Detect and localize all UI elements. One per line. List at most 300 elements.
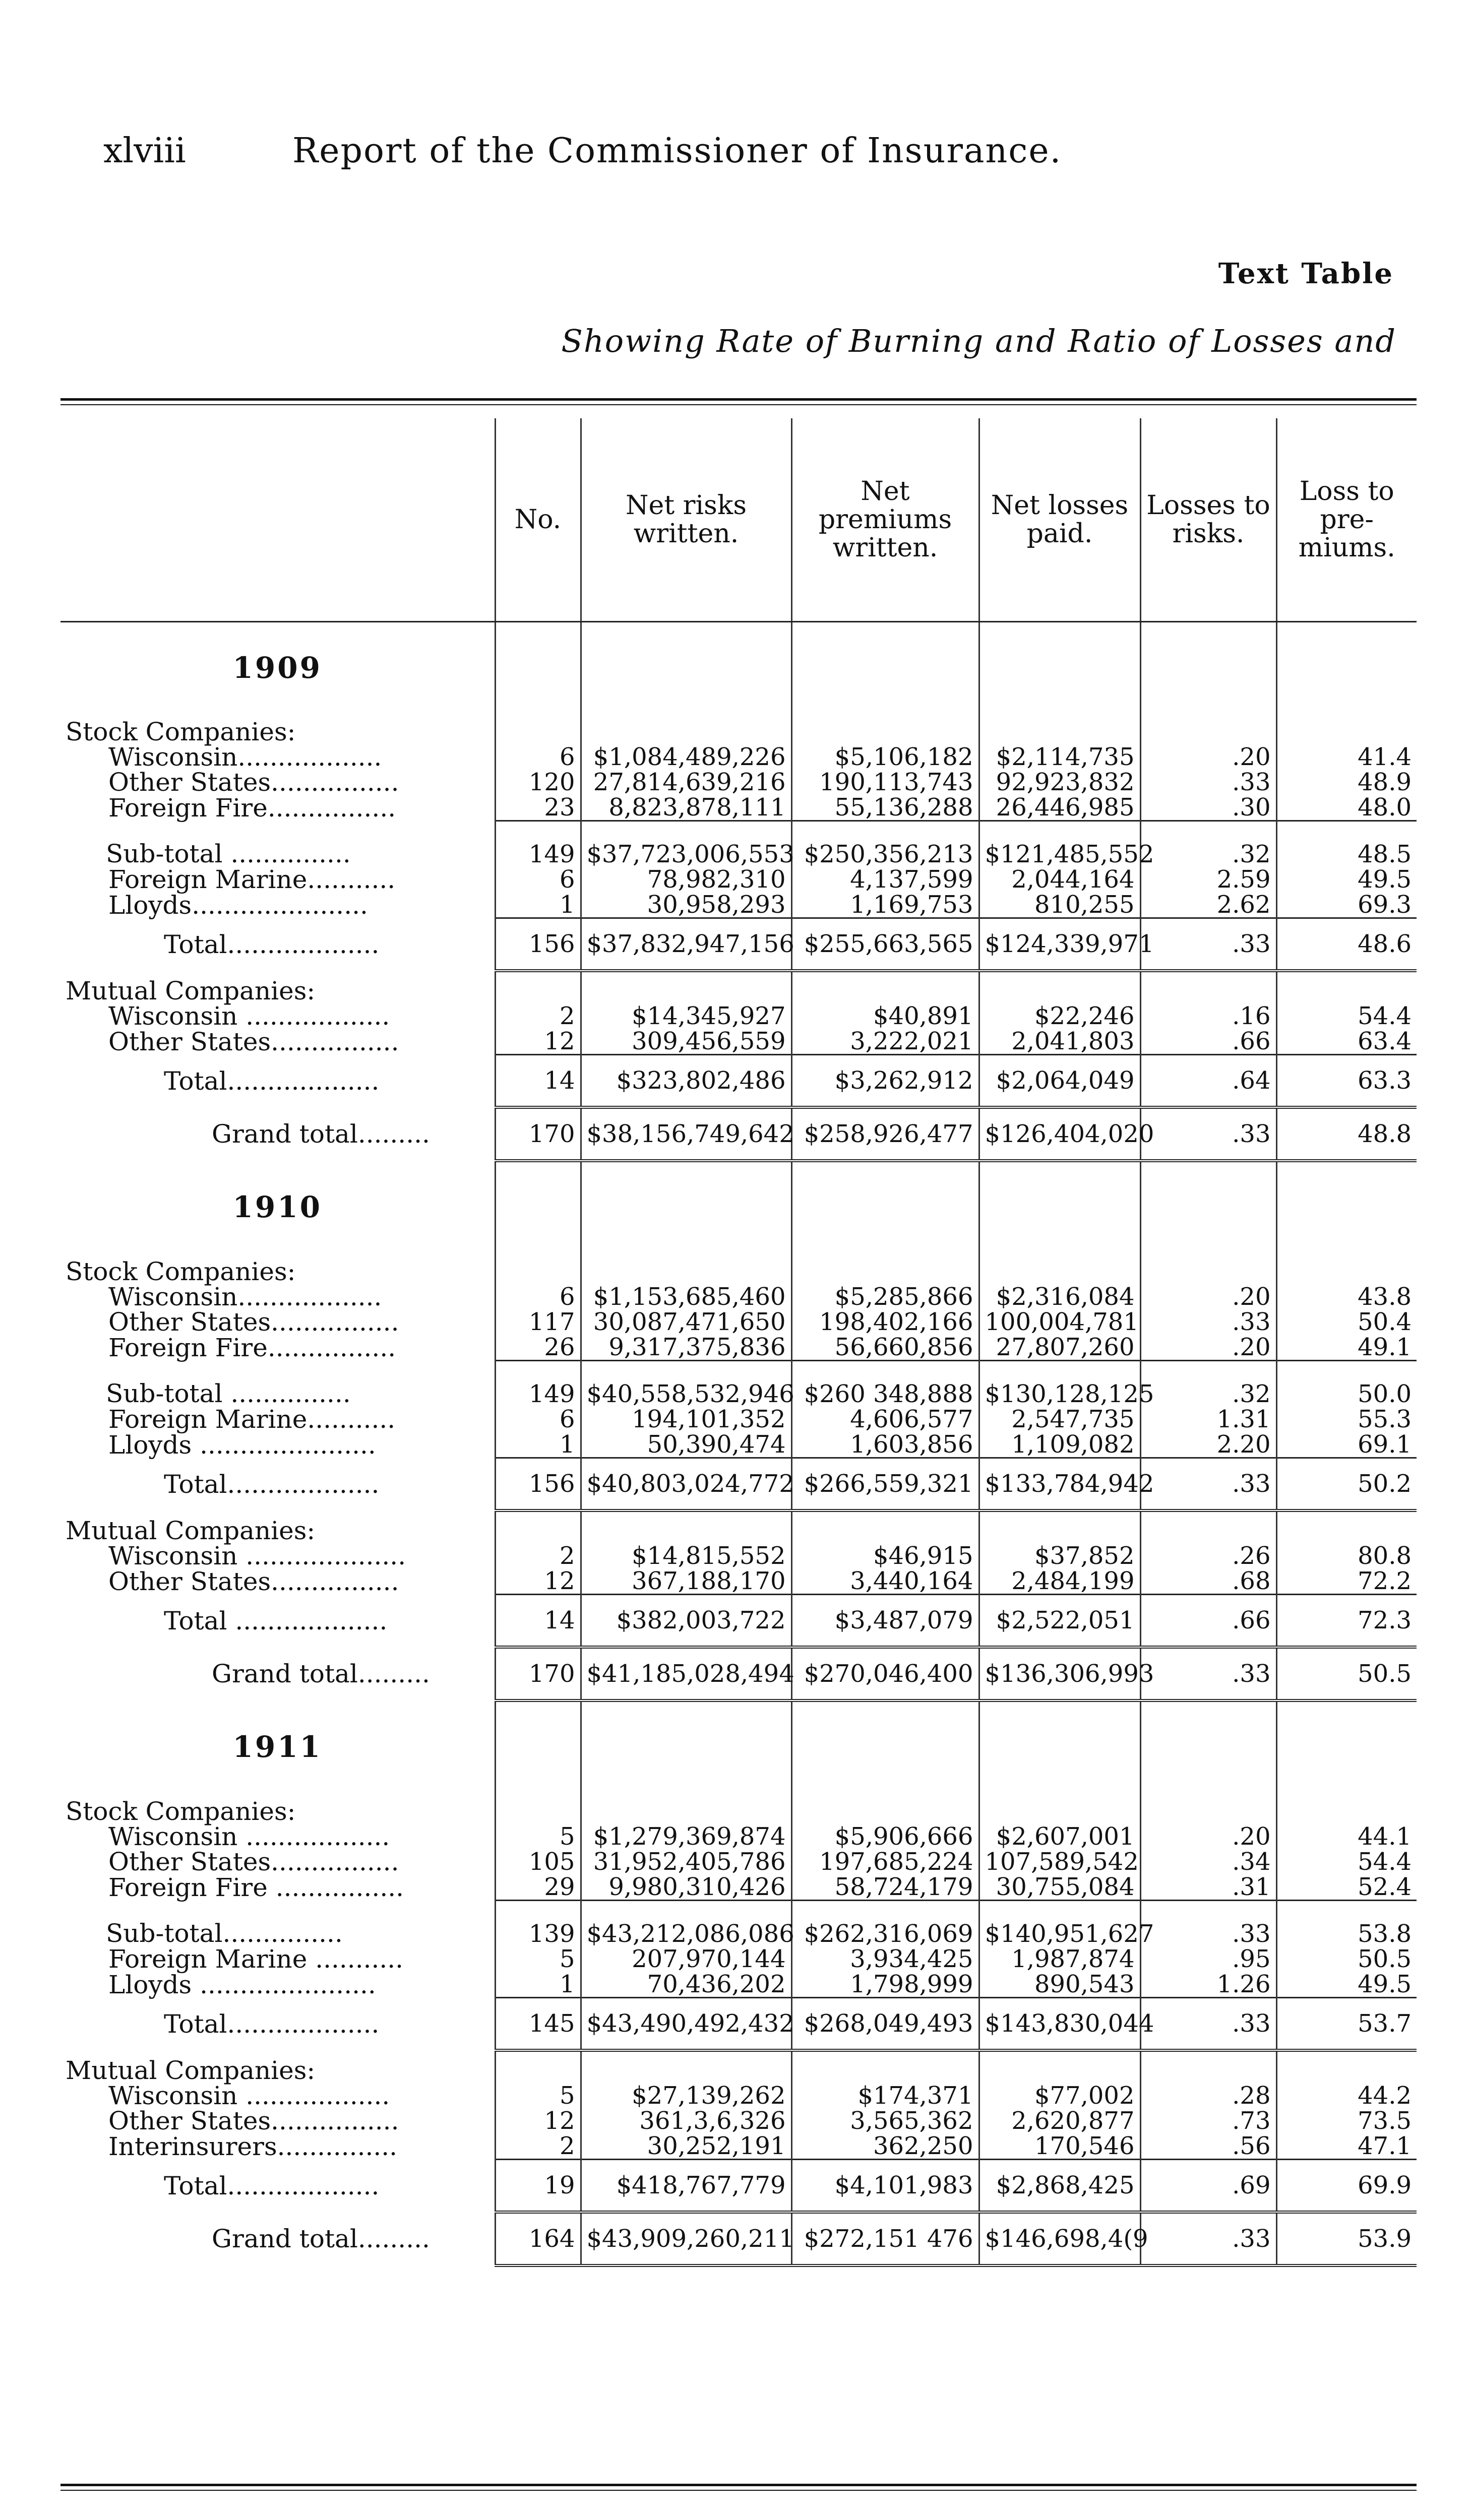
cell-losses: $140,951,627	[979, 1901, 1140, 1947]
cell-ltr: .56	[1140, 2133, 1276, 2160]
empty-cell	[1276, 713, 1417, 744]
table-row	[60, 2133, 1417, 2160]
cell-risks: 30,958,293	[581, 892, 791, 918]
empty-cell	[1276, 1700, 1417, 1793]
table-row	[60, 1335, 1417, 1361]
empty-cell	[581, 1510, 791, 1543]
row-label: Other States................	[108, 2106, 399, 2135]
table-row	[60, 1824, 1417, 1849]
empty-cell	[581, 713, 791, 744]
year-heading-label: 1909	[232, 651, 322, 685]
empty-cell	[791, 1700, 979, 1793]
empty-cell	[495, 1253, 581, 1284]
cell-premiums: 58,724,179	[791, 1874, 979, 1901]
grand-total-row	[60, 1107, 1417, 1161]
top-rule	[60, 398, 1417, 401]
cell-ltp: 80.8	[1276, 1543, 1417, 1568]
cell-risks: $1,084,489,226	[581, 744, 791, 770]
cell-ltr: .20	[1140, 1284, 1276, 1309]
cell-ltr: .66	[1140, 1029, 1276, 1055]
cell-ltp: 49.5	[1276, 1972, 1417, 1998]
row-label: Lloyds......................	[108, 890, 368, 920]
subtotal-row	[60, 821, 1417, 867]
total-row	[60, 2160, 1417, 2213]
cell-premiums: 4,137,599	[791, 867, 979, 892]
empty-cell	[791, 1253, 979, 1284]
row-label: Wisconsin ....................	[108, 1541, 406, 1570]
table-row	[60, 795, 1417, 821]
cell-risks: $14,815,552	[581, 1543, 791, 1568]
cell-premiums: $5,285,866	[791, 1284, 979, 1309]
cell-ltr: .68	[1140, 1568, 1276, 1595]
cell-no: 120	[495, 770, 581, 795]
cell-losses: $126,404,020	[979, 1107, 1140, 1161]
table-subtitle: Showing Rate of Burning and Ratio of Losses and	[561, 323, 1396, 359]
empty-cell	[1276, 1793, 1417, 1824]
empty-cell	[581, 622, 791, 714]
cell-premiums: $5,106,182	[791, 744, 979, 770]
cell-no: 29	[495, 1874, 581, 1901]
col-header-label	[60, 418, 495, 622]
cell-ltp: 50.5	[1276, 1647, 1417, 1700]
cell-premiums: 3,565,362	[791, 2108, 979, 2133]
cell-risks: $418,767,779	[581, 2160, 791, 2213]
cell-ltr: .33	[1140, 1309, 1276, 1335]
group-heading	[60, 971, 1417, 1003]
empty-cell	[581, 1793, 791, 1824]
table-row	[60, 1874, 1417, 1901]
cell-losses: $121,485,552	[979, 821, 1140, 867]
table-row	[60, 1946, 1417, 1972]
cell-losses: 810,255	[979, 892, 1140, 918]
cell-no: 5	[495, 2083, 581, 2108]
empty-cell	[1276, 971, 1417, 1003]
cell-risks: 78,982,310	[581, 867, 791, 892]
row-label: Lloyds ......................	[108, 1970, 376, 1999]
cell-premiums: $258,926,477	[791, 1107, 979, 1161]
row-label: Wisconsin..................	[108, 742, 382, 772]
bottom-rule-thin	[60, 2490, 1417, 2491]
cell-risks: 70,436,202	[581, 1972, 791, 1998]
cell-losses: $124,339,971	[979, 918, 1140, 971]
cell-no: 1	[495, 1972, 581, 1998]
table-row	[60, 770, 1417, 795]
cell-ltp: 48.5	[1276, 821, 1417, 867]
empty-cell	[791, 2050, 979, 2083]
cell-losses: 1,109,082	[979, 1432, 1140, 1458]
cell-no: 2	[495, 1543, 581, 1568]
total-row	[60, 1055, 1417, 1108]
cell-ltp: 63.3	[1276, 1055, 1417, 1108]
cell-no: 23	[495, 795, 581, 821]
cell-risks: 309,456,559	[581, 1029, 791, 1055]
empty-cell	[979, 713, 1140, 744]
cell-ltr: .33	[1140, 1647, 1276, 1700]
cell-ltp: 53.9	[1276, 2212, 1417, 2265]
cell-losses: 2,547,735	[979, 1407, 1140, 1432]
empty-cell	[495, 971, 581, 1003]
cell-ltp: 50.2	[1276, 1458, 1417, 1511]
cell-ltp: 53.8	[1276, 1901, 1417, 1947]
empty-cell	[1140, 1700, 1276, 1793]
subtotal-row	[60, 1361, 1417, 1407]
cell-ltp: 43.8	[1276, 1284, 1417, 1309]
cell-risks: 194,101,352	[581, 1407, 791, 1432]
row-label: Sub-total...............	[106, 1919, 343, 1948]
empty-cell	[581, 2050, 791, 2083]
empty-cell	[495, 622, 581, 714]
cell-risks: 207,970,144	[581, 1946, 791, 1972]
cell-no: 19	[495, 2160, 581, 2213]
cell-risks: $43,909,260,211	[581, 2212, 791, 2265]
empty-cell	[495, 2050, 581, 2083]
empty-cell	[1140, 1510, 1276, 1543]
year-heading	[60, 1161, 1417, 1253]
cell-losses: 170,546	[979, 2133, 1140, 2160]
empty-cell	[979, 1510, 1140, 1543]
cell-losses: 92,923,832	[979, 770, 1140, 795]
table-row	[60, 2083, 1417, 2108]
cell-premiums: 198,402,166	[791, 1309, 979, 1335]
cell-ltp: 69.3	[1276, 892, 1417, 918]
cell-ltr: .64	[1140, 1055, 1276, 1108]
cell-no: 26	[495, 1335, 581, 1361]
total-row	[60, 1998, 1417, 2051]
cell-ltr: .95	[1140, 1946, 1276, 1972]
running-head: Report of the Commissioner of Insurance.	[292, 131, 1062, 171]
empty-cell	[979, 1700, 1140, 1793]
cell-ltp: 41.4	[1276, 744, 1417, 770]
empty-cell	[979, 1793, 1140, 1824]
cell-premiums: $272,151 476	[791, 2212, 979, 2265]
year-heading	[60, 1700, 1417, 1793]
empty-cell	[1276, 1510, 1417, 1543]
cell-premiums: $4,101,983	[791, 2160, 979, 2213]
table-row	[60, 2108, 1417, 2133]
empty-cell	[495, 1161, 581, 1253]
cell-premiums: $270,046,400	[791, 1647, 979, 1700]
cell-ltr: 1.26	[1140, 1972, 1276, 1998]
table-row	[60, 1568, 1417, 1595]
subtotal-row	[60, 1901, 1417, 1947]
cell-premiums: $3,487,079	[791, 1595, 979, 1648]
cell-ltp: 49.5	[1276, 867, 1417, 892]
cell-ltr: .34	[1140, 1849, 1276, 1874]
cell-ltp: 50.0	[1276, 1361, 1417, 1407]
row-label: Total...................	[164, 2009, 380, 2039]
cell-losses: 2,620,877	[979, 2108, 1140, 2133]
col-header-net-risks: Net risks written.	[581, 418, 791, 622]
cell-ltr: 2.62	[1140, 892, 1276, 918]
cell-no: 2	[495, 2133, 581, 2160]
cell-ltr: .33	[1140, 2212, 1276, 2265]
year-heading	[60, 622, 1417, 714]
cell-risks: $37,832,947,156	[581, 918, 791, 971]
year-heading-label: 1911	[232, 1729, 322, 1764]
empty-cell	[1140, 1253, 1276, 1284]
col-header-no: No.	[495, 418, 581, 622]
cell-risks: $382,003,722	[581, 1595, 791, 1648]
empty-cell	[581, 1700, 791, 1793]
empty-cell	[1276, 1253, 1417, 1284]
cell-risks: $40,558,532,946	[581, 1361, 791, 1407]
table-body	[60, 622, 1417, 2266]
cell-losses: $130,128,125	[979, 1361, 1140, 1407]
cell-premiums: 3,222,021	[791, 1029, 979, 1055]
table-header-row	[60, 418, 1417, 622]
row-label: Foreign Fire ................	[108, 1872, 404, 1902]
total-row	[60, 1595, 1417, 1648]
cell-ltr: .20	[1140, 1824, 1276, 1849]
empty-cell	[1140, 1793, 1276, 1824]
cell-risks: 361,3,6,326	[581, 2108, 791, 2133]
cell-losses: $22,246	[979, 1003, 1140, 1029]
cell-premiums: 1,798,999	[791, 1972, 979, 1998]
cell-risks: 9,317,375,836	[581, 1335, 791, 1361]
cell-risks: $40,803,024,772	[581, 1458, 791, 1511]
cell-no: 6	[495, 1407, 581, 1432]
row-label: Other States................	[108, 1307, 399, 1337]
cell-no: 6	[495, 867, 581, 892]
cell-ltp: 48.8	[1276, 1107, 1417, 1161]
row-label: Grand total.........	[212, 1119, 430, 1149]
cell-risks: 30,252,191	[581, 2133, 791, 2160]
empty-cell	[1140, 971, 1276, 1003]
cell-no: 12	[495, 1029, 581, 1055]
cell-no: 117	[495, 1309, 581, 1335]
cell-ltr: .26	[1140, 1543, 1276, 1568]
losses-table	[60, 418, 1417, 2267]
empty-cell	[791, 1510, 979, 1543]
cell-risks: $1,279,369,874	[581, 1824, 791, 1849]
cell-risks: 30,087,471,650	[581, 1309, 791, 1335]
table-row	[60, 1432, 1417, 1458]
cell-no: 14	[495, 1595, 581, 1648]
empty-cell	[791, 1161, 979, 1253]
cell-ltr: .66	[1140, 1595, 1276, 1648]
cell-ltp: 72.3	[1276, 1595, 1417, 1648]
grand-total-row	[60, 2212, 1417, 2265]
row-label: Foreign Marine...........	[108, 865, 396, 894]
empty-cell	[791, 713, 979, 744]
row-label: Foreign Fire................	[108, 1333, 396, 1362]
cell-ltp: 48.0	[1276, 795, 1417, 821]
cell-risks: $43,490,492,432	[581, 1998, 791, 2051]
cell-ltp: 47.1	[1276, 2133, 1417, 2160]
row-label: Other States................	[108, 1027, 399, 1056]
cell-losses: $2,868,425	[979, 2160, 1140, 2213]
col-header-net-premiums: Net premiums written.	[791, 418, 979, 622]
cell-premiums: $250,356,213	[791, 821, 979, 867]
cell-ltr: .20	[1140, 1335, 1276, 1361]
cell-losses: 100,004,781	[979, 1309, 1140, 1335]
cell-no: 6	[495, 744, 581, 770]
col-header-losses-to-risks: Losses to risks.	[1140, 418, 1276, 622]
cell-losses: $143,830,044	[979, 1998, 1140, 2051]
group-heading-label: Mutual Companies:	[66, 2056, 316, 2085]
cell-ltp: 54.4	[1276, 1003, 1417, 1029]
cell-losses: 107,589,542	[979, 1849, 1140, 1874]
empty-cell	[979, 1161, 1140, 1253]
row-label: Other States................	[108, 768, 399, 797]
cell-no: 149	[495, 1361, 581, 1407]
empty-cell	[1140, 622, 1276, 714]
row-label: Wisconsin ..................	[108, 1822, 390, 1851]
cell-premiums: $268,049,493	[791, 1998, 979, 2051]
cell-ltr: .30	[1140, 795, 1276, 821]
cell-ltr: .33	[1140, 1107, 1276, 1161]
cell-no: 164	[495, 2212, 581, 2265]
cell-ltp: 69.9	[1276, 2160, 1417, 2213]
cell-losses: $2,607,001	[979, 1824, 1140, 1849]
row-label: Wisconsin..................	[108, 1282, 382, 1311]
cell-losses: 30,755,084	[979, 1874, 1140, 1901]
cell-premiums: $3,262,912	[791, 1055, 979, 1108]
row-label: Grand total.........	[212, 1659, 430, 1688]
cell-losses: $136,306,993	[979, 1647, 1140, 1700]
cell-no: 145	[495, 1998, 581, 2051]
cell-ltp: 44.1	[1276, 1824, 1417, 1849]
cell-ltp: 69.1	[1276, 1432, 1417, 1458]
cell-ltp: 72.2	[1276, 1568, 1417, 1595]
group-heading	[60, 1793, 1417, 1824]
cell-losses: $2,316,084	[979, 1284, 1140, 1309]
table-title: Text Table	[1218, 257, 1394, 290]
table-row	[60, 892, 1417, 918]
group-heading	[60, 1253, 1417, 1284]
cell-premiums: $262,316,069	[791, 1901, 979, 1947]
cell-premiums: 3,440,164	[791, 1568, 979, 1595]
empty-cell	[979, 622, 1140, 714]
cell-ltp: 48.9	[1276, 770, 1417, 795]
cell-losses: $146,698,4(9	[979, 2212, 1140, 2265]
cell-risks: $43,212,086,086	[581, 1901, 791, 1947]
empty-cell	[1140, 2050, 1276, 2083]
cell-risks: 367,188,170	[581, 1568, 791, 1595]
cell-ltp: 44.2	[1276, 2083, 1417, 2108]
cell-losses: 27,807,260	[979, 1335, 1140, 1361]
cell-risks: 8,823,878,111	[581, 795, 791, 821]
cell-no: 1	[495, 892, 581, 918]
cell-losses: $77,002	[979, 2083, 1140, 2108]
empty-cell	[495, 1793, 581, 1824]
group-heading-label: Stock Companies:	[66, 1257, 296, 1286]
cell-premiums: $46,915	[791, 1543, 979, 1568]
cell-ltp: 55.3	[1276, 1407, 1417, 1432]
cell-premiums: $5,906,666	[791, 1824, 979, 1849]
cell-premiums: 3,934,425	[791, 1946, 979, 1972]
cell-no: 6	[495, 1284, 581, 1309]
cell-ltp: 49.1	[1276, 1335, 1417, 1361]
cell-no: 149	[495, 821, 581, 867]
cell-no: 12	[495, 2108, 581, 2133]
table-row	[60, 1543, 1417, 1568]
table-row	[60, 1003, 1417, 1029]
cell-premiums: 190,113,743	[791, 770, 979, 795]
cell-losses: $37,852	[979, 1543, 1140, 1568]
row-label: Lloyds ......................	[108, 1430, 376, 1460]
empty-cell	[581, 1161, 791, 1253]
cell-ltp: 54.4	[1276, 1849, 1417, 1874]
cell-ltp: 52.4	[1276, 1874, 1417, 1901]
cell-losses: 890,543	[979, 1972, 1140, 1998]
table-row	[60, 1029, 1417, 1055]
group-heading-label: Mutual Companies:	[66, 976, 316, 1005]
page-folio: xlviii	[103, 131, 186, 171]
cell-no: 12	[495, 1568, 581, 1595]
cell-losses: $133,784,942	[979, 1458, 1140, 1511]
cell-ltr: .20	[1140, 744, 1276, 770]
row-label: Sub-total ...............	[106, 839, 351, 869]
cell-risks: $41,185,028,494	[581, 1647, 791, 1700]
table-row	[60, 744, 1417, 770]
group-heading-label: Stock Companies:	[66, 1797, 296, 1826]
row-label: Wisconsin ..................	[108, 1001, 390, 1031]
empty-cell	[1276, 622, 1417, 714]
grand-total-row	[60, 1647, 1417, 1700]
top-rule-thin	[60, 404, 1417, 405]
col-header-loss-to-premiums: Loss to pre-miums.	[1276, 418, 1417, 622]
cell-risks: 31,952,405,786	[581, 1849, 791, 1874]
row-label: Other States................	[108, 1847, 399, 1876]
cell-ltr: .32	[1140, 1361, 1276, 1407]
cell-no: 5	[495, 1824, 581, 1849]
cell-ltr: .33	[1140, 1458, 1276, 1511]
empty-cell	[495, 1700, 581, 1793]
cell-ltp: 53.7	[1276, 1998, 1417, 2051]
table-row	[60, 1284, 1417, 1309]
total-row	[60, 918, 1417, 971]
cell-premiums: 1,169,753	[791, 892, 979, 918]
cell-ltr: .33	[1140, 918, 1276, 971]
cell-no: 170	[495, 1107, 581, 1161]
empty-cell	[1140, 713, 1276, 744]
cell-no: 156	[495, 918, 581, 971]
row-label: Foreign Marine ...........	[108, 1944, 404, 1974]
cell-ltp: 48.6	[1276, 918, 1417, 971]
empty-cell	[979, 1253, 1140, 1284]
row-label: Total...................	[164, 1066, 380, 1096]
row-label: Other States................	[108, 1566, 399, 1596]
group-heading	[60, 1510, 1417, 1543]
cell-ltp: 50.4	[1276, 1309, 1417, 1335]
cell-no: 105	[495, 1849, 581, 1874]
year-heading-label: 1910	[232, 1189, 322, 1224]
cell-ltr: .69	[1140, 2160, 1276, 2213]
cell-no: 139	[495, 1901, 581, 1947]
cell-premiums: $266,559,321	[791, 1458, 979, 1511]
cell-no: 2	[495, 1003, 581, 1029]
cell-ltr: .31	[1140, 1874, 1276, 1901]
row-label: Total ...................	[164, 1606, 388, 1635]
empty-cell	[1276, 1161, 1417, 1253]
table-row	[60, 1407, 1417, 1432]
cell-premiums: 4,606,577	[791, 1407, 979, 1432]
cell-no: 170	[495, 1647, 581, 1700]
empty-cell	[791, 1793, 979, 1824]
cell-losses: 26,446,985	[979, 795, 1140, 821]
cell-risks: $14,345,927	[581, 1003, 791, 1029]
empty-cell	[1140, 1161, 1276, 1253]
cell-losses: 2,484,199	[979, 1568, 1140, 1595]
cell-ltp: 73.5	[1276, 2108, 1417, 2133]
empty-cell	[581, 1253, 791, 1284]
cell-premiums: $174,371	[791, 2083, 979, 2108]
total-row	[60, 1458, 1417, 1511]
cell-ltr: .73	[1140, 2108, 1276, 2133]
cell-ltr: .33	[1140, 770, 1276, 795]
row-label: Total...................	[164, 929, 380, 959]
